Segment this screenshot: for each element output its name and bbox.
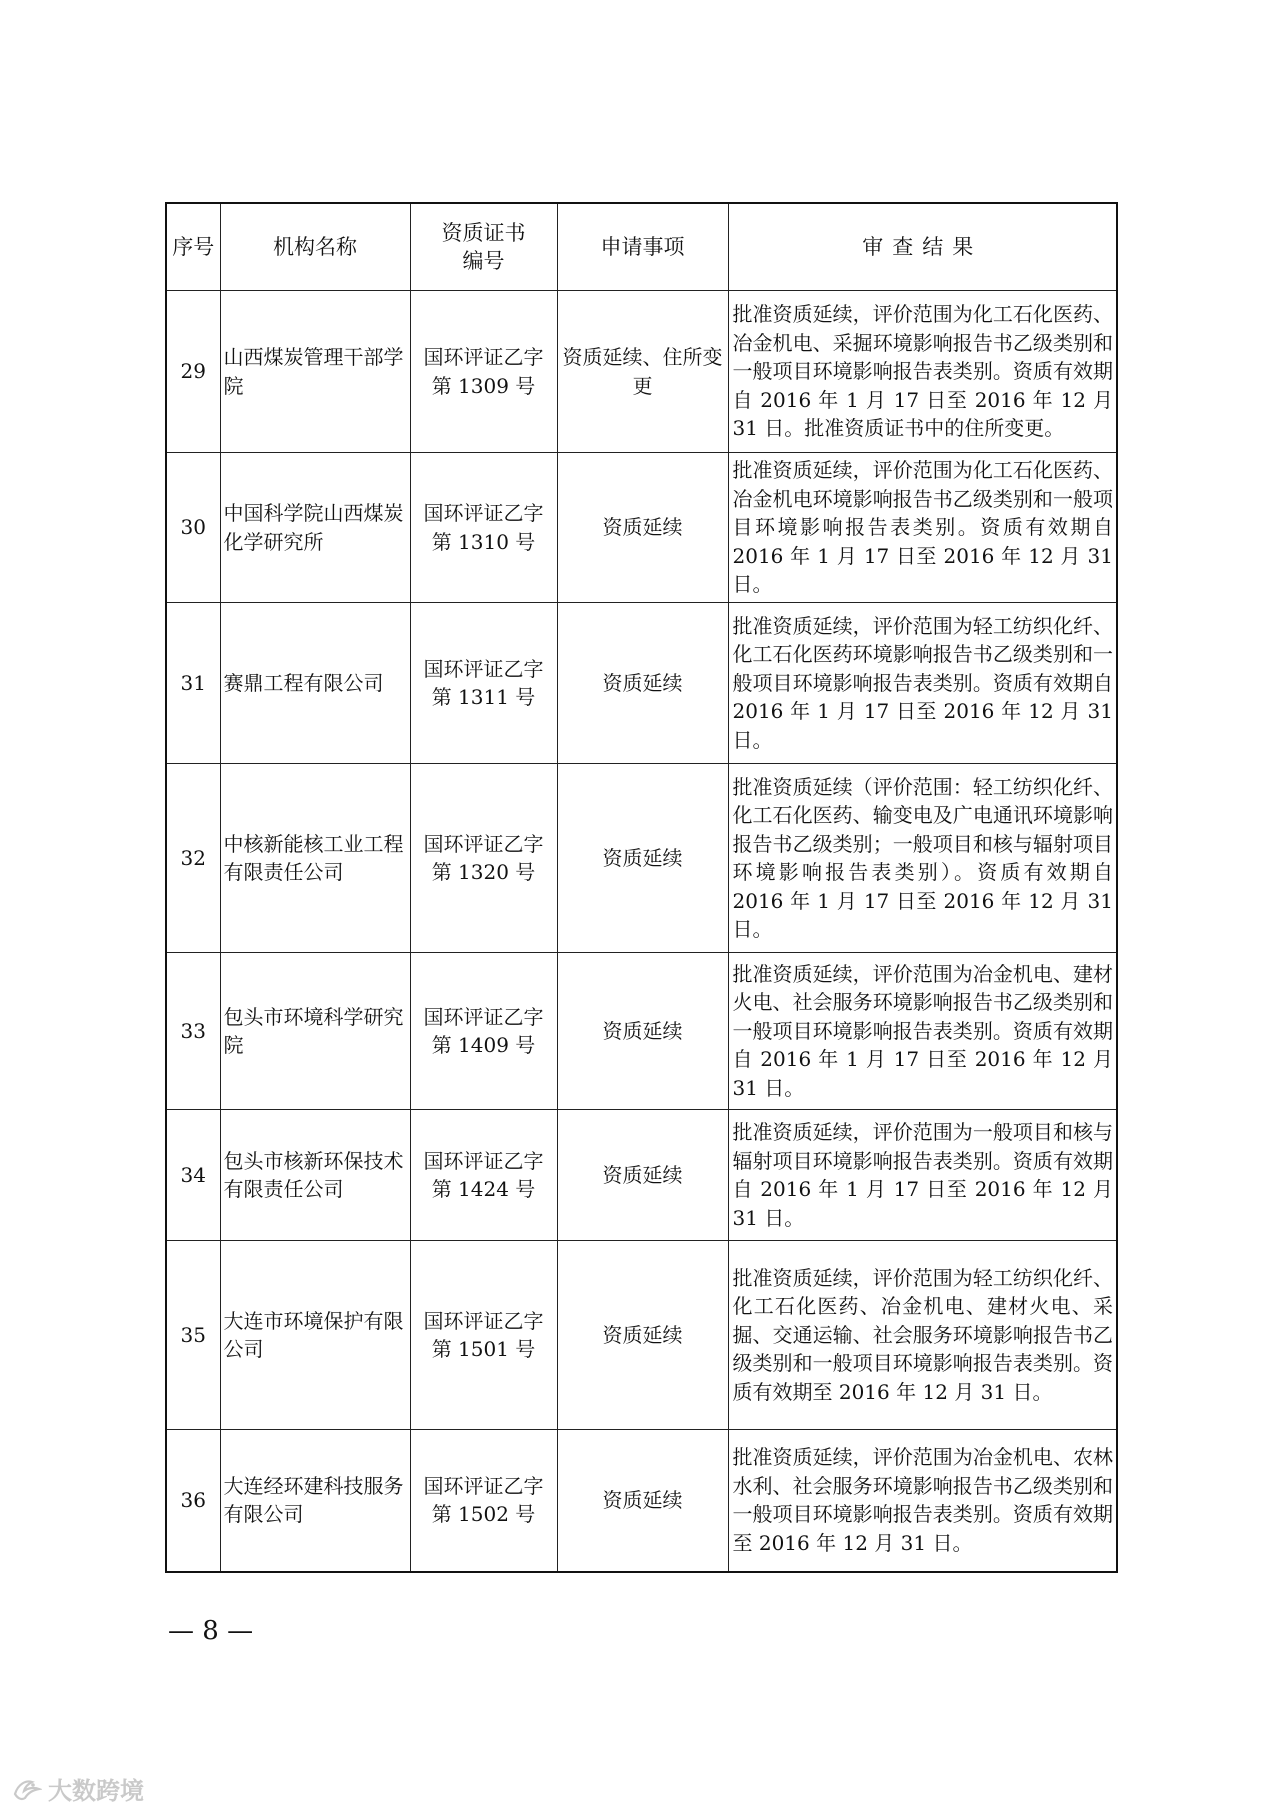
row-org-name: 赛鼎工程有限公司 bbox=[220, 603, 410, 764]
row-seq: 32 bbox=[166, 764, 220, 953]
row-result: 批准资质延续，评价范围为轻工纺织化纤、化工石化医药、冶金机电、建材火电、采掘、交通运输、社会服务环境影响报告书乙级类别和一般项目环境影响报告表类别。资质有效期至 2016 年 12 月 31 日。 bbox=[728, 1241, 1117, 1430]
row-cert-line1: 国环评证乙字 bbox=[423, 656, 544, 681]
row-org-name: 中国科学院山西煤炭化学研究所 bbox=[220, 453, 410, 603]
row-cert-line2: 第 1424 号 bbox=[431, 1177, 536, 1201]
table-row bbox=[166, 603, 1117, 764]
row-item: 资质延续、住所变更 bbox=[557, 291, 728, 453]
header-seq: 序号 bbox=[166, 203, 220, 291]
watermark bbox=[12, 1771, 144, 1806]
row-result: 批准资质延续，评价范围为化工石化医药、冶金机电、采掘环境影响报告书乙级类别和一般项目环境影响报告表类别。资质有效期自 2016 年 1 月 17 日至 2016 年 12 月 31 日。批准资质证书中的住所变更。 bbox=[728, 291, 1117, 453]
header-name: 机构名称 bbox=[220, 203, 410, 291]
table-row bbox=[166, 453, 1117, 603]
watermark-text: 大数跨境 bbox=[48, 1777, 144, 1805]
row-seq: 35 bbox=[166, 1241, 220, 1430]
row-cert-line1: 国环评证乙字 bbox=[423, 1004, 544, 1029]
row-cert bbox=[410, 1241, 557, 1430]
row-cert bbox=[410, 291, 557, 453]
row-result: 批准资质延续，评价范围为冶金机电、农林水利、社会服务环境影响报告书乙级类别和一般项目环境影响报告表类别。资质有效期至 2016 年 12 月 31 日。 bbox=[728, 1430, 1117, 1572]
row-cert bbox=[410, 953, 557, 1110]
row-cert bbox=[410, 764, 557, 953]
row-cert-line1: 国环评证乙字 bbox=[423, 345, 544, 369]
row-item: 资质延续 bbox=[557, 953, 728, 1110]
row-item: 资质延续 bbox=[557, 1110, 728, 1241]
page-number: — 8 — bbox=[168, 1616, 254, 1646]
table-header-row bbox=[166, 203, 1117, 291]
row-cert bbox=[410, 1110, 557, 1241]
row-cert-line2: 第 1320 号 bbox=[431, 860, 536, 884]
table-row bbox=[166, 953, 1117, 1110]
table-row bbox=[166, 764, 1117, 953]
row-cert-line1: 国环评证乙字 bbox=[423, 501, 544, 525]
row-item: 资质延续 bbox=[557, 603, 728, 764]
row-cert-line1: 国环评证乙字 bbox=[423, 1148, 544, 1173]
row-org-name: 大连经环建科技服务有限公司 bbox=[220, 1430, 410, 1572]
row-cert-line1: 国环评证乙字 bbox=[423, 1308, 544, 1333]
row-cert-line2: 第 1310 号 bbox=[431, 529, 536, 554]
row-seq: 33 bbox=[166, 953, 220, 1110]
row-result: 批准资质延续，评价范围为一般项目和核与辐射项目环境影响报告表类别。资质有效期自 2016 年 1 月 17 日至 2016 年 12 月 31 日。 bbox=[728, 1110, 1117, 1241]
row-cert bbox=[410, 603, 557, 764]
row-cert-line2: 第 1501 号 bbox=[431, 1337, 536, 1361]
row-result: 批准资质延续（评价范围：轻工纺织化纤、化工石化医药、输变电及广电通讯环境影响报告书乙级类别；一般项目和核与辐射项目环境影响报告表类别）。资质有效期自 2016 年 1 月 17 日至 2016 年 12 月 31 日。 bbox=[728, 764, 1117, 953]
table-row bbox=[166, 1241, 1117, 1430]
table-row bbox=[166, 1110, 1117, 1241]
row-cert-line2: 第 1309 号 bbox=[431, 373, 536, 398]
header-item: 申请事项 bbox=[557, 203, 728, 291]
row-result: 批准资质延续，评价范围为化工石化医药、冶金机电环境影响报告书乙级类别和一般项目环境影响报告表类别。资质有效期自 2016 年 1 月 17 日至 2016 年 12 月 31 日。 bbox=[728, 453, 1117, 603]
bird-logo-icon bbox=[12, 1776, 42, 1802]
row-cert-line1: 国环评证乙字 bbox=[423, 831, 544, 856]
row-item: 资质延续 bbox=[557, 1241, 728, 1430]
row-org-name: 包头市核新环保技术有限责任公司 bbox=[220, 1110, 410, 1241]
row-cert bbox=[410, 453, 557, 603]
row-seq: 36 bbox=[166, 1430, 220, 1572]
row-seq: 29 bbox=[166, 291, 220, 453]
row-org-name: 山西煤炭管理干部学院 bbox=[220, 291, 410, 453]
row-result: 批准资质延续，评价范围为轻工纺织化纤、化工石化医药环境影响报告书乙级类别和一般项目环境影响报告表类别。资质有效期自 2016 年 1 月 17 日至 2016 年 12 月 31 日。 bbox=[728, 603, 1117, 764]
table-row bbox=[166, 291, 1117, 453]
row-seq: 30 bbox=[166, 453, 220, 603]
row-org-name: 大连市环境保护有限公司 bbox=[220, 1241, 410, 1430]
row-seq: 34 bbox=[166, 1110, 220, 1241]
row-item: 资质延续 bbox=[557, 453, 728, 603]
row-cert-line2: 第 1409 号 bbox=[431, 1033, 536, 1057]
row-cert bbox=[410, 1430, 557, 1572]
row-org-name: 包头市环境科学研究院 bbox=[220, 953, 410, 1110]
row-cert-line2: 第 1502 号 bbox=[431, 1502, 536, 1527]
row-cert-line1: 国环评证乙字 bbox=[423, 1473, 544, 1498]
row-cert-line2: 第 1311 号 bbox=[431, 685, 536, 709]
row-item: 资质延续 bbox=[557, 1430, 728, 1572]
approval-table bbox=[165, 202, 1118, 1573]
header-cert-line2: 编号 bbox=[462, 249, 505, 273]
header-cert-line1: 资质证书 bbox=[441, 221, 526, 245]
header-result: 审查结果 bbox=[728, 203, 1117, 291]
row-seq: 31 bbox=[166, 603, 220, 764]
header-cert bbox=[410, 203, 557, 291]
row-result: 批准资质延续，评价范围为冶金机电、建材火电、社会服务环境影响报告书乙级类别和一般项目环境影响报告表类别。资质有效期自 2016 年 1 月 17 日至 2016 年 12 月 31 日。 bbox=[728, 953, 1117, 1110]
row-org-name: 中核新能核工业工程有限责任公司 bbox=[220, 764, 410, 953]
row-item: 资质延续 bbox=[557, 764, 728, 953]
table-row bbox=[166, 1430, 1117, 1572]
